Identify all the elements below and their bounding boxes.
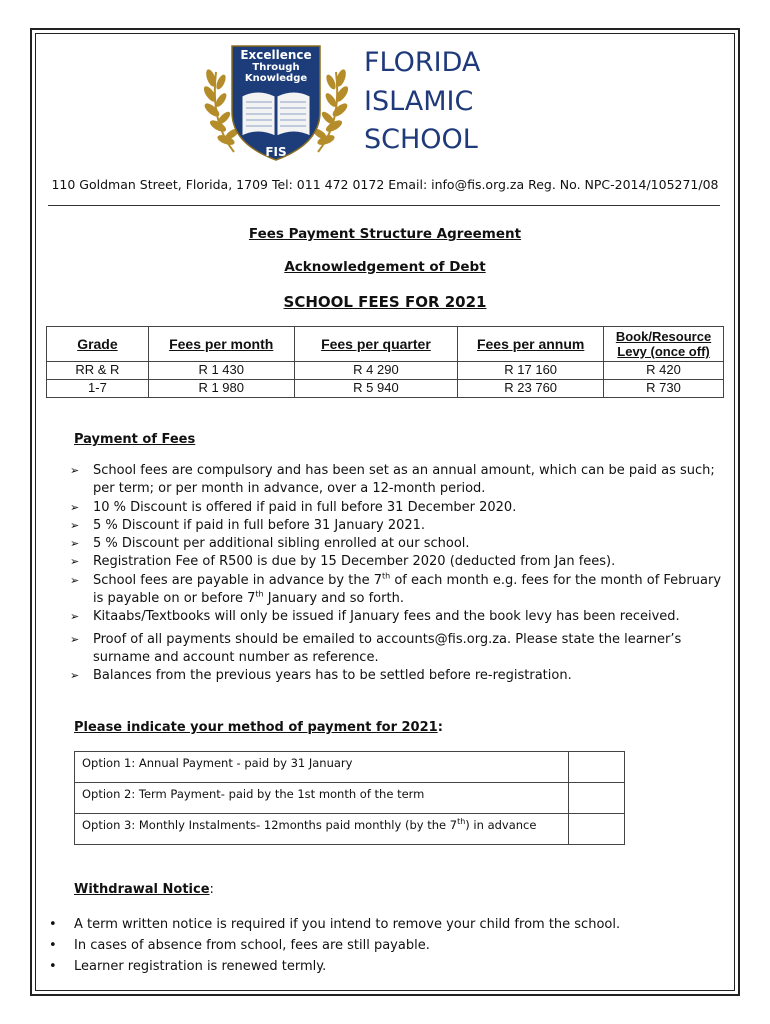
payment-option-checkbox[interactable] bbox=[569, 814, 625, 845]
payment-method-title-colon: : bbox=[437, 720, 443, 735]
due-text-3: January and so forth. bbox=[263, 591, 404, 607]
withdrawal-title-colon: : bbox=[209, 882, 214, 897]
arrow-bullet-icon: ➢ bbox=[70, 464, 80, 477]
payment-option-row bbox=[75, 814, 625, 845]
column-header: Fees per quarter bbox=[294, 327, 458, 362]
list-item bbox=[70, 553, 730, 571]
table-cell: RR & R bbox=[47, 362, 149, 380]
list-item-text: 5 % Discount if paid in full before 31 January 2021. bbox=[93, 517, 426, 533]
list-item-text: Proof of all payments should be emailed to accounts@fis.org.za. Please state the learner’s surname and account number as reference. bbox=[93, 631, 682, 665]
school-name bbox=[364, 44, 480, 160]
logo-initials: FIS bbox=[265, 145, 287, 159]
table-row bbox=[47, 362, 724, 380]
withdrawal-notice-title bbox=[74, 882, 214, 897]
list-item bbox=[70, 572, 730, 609]
column-header: Grade bbox=[47, 327, 149, 362]
list-item bbox=[70, 499, 730, 517]
list-item bbox=[46, 956, 726, 977]
fees-table-header bbox=[47, 327, 724, 362]
due-sup-2: th bbox=[255, 589, 264, 599]
payment-option-label bbox=[75, 814, 569, 845]
list-item-text: 10 % Discount is offered if paid in full before 31 December 2020. bbox=[93, 499, 517, 515]
payment-option-row bbox=[75, 783, 625, 814]
table-cell: R 1 430 bbox=[148, 362, 294, 380]
list-item-text: Kitaabs/Textbooks will only be issued if January fees and the book levy has been received. bbox=[93, 609, 680, 625]
acknowledgement-title: Acknowledgement of Debt bbox=[284, 259, 486, 275]
logo-motto-line3: Knowledge bbox=[244, 73, 308, 84]
school-logo bbox=[196, 42, 356, 164]
option3-sup: th bbox=[457, 817, 466, 827]
list-item bbox=[46, 935, 726, 956]
payment-method-title-text: Please indicate your method of payment for 2021 bbox=[74, 720, 438, 735]
list-item-text: Registration Fee of R500 is due by 15 December 2020 (deducted from Jan fees). bbox=[93, 554, 616, 570]
table-cell: R 420 bbox=[604, 362, 724, 380]
arrow-bullet-icon: ➢ bbox=[70, 610, 80, 624]
list-item bbox=[70, 608, 730, 626]
payment-method-title bbox=[74, 720, 443, 735]
payment-of-fees-list bbox=[70, 462, 730, 686]
payment-of-fees-title: Payment of Fees bbox=[74, 432, 196, 447]
payment-options-table bbox=[74, 751, 625, 845]
payment-option-checkbox[interactable] bbox=[569, 783, 625, 814]
list-item-text: A term written notice is required if you intend to remove your child from the school. bbox=[74, 917, 621, 932]
option3-text-2: ) in advance bbox=[465, 818, 537, 832]
table-cell: R 1 980 bbox=[148, 380, 294, 398]
school-name-line: SCHOOL bbox=[364, 124, 478, 155]
list-item-text: In cases of absence from school, fees are still payable. bbox=[74, 938, 430, 953]
arrow-bullet-icon: ➢ bbox=[70, 500, 80, 514]
fees-heading: SCHOOL FEES FOR 2021 bbox=[283, 293, 487, 311]
list-item bbox=[46, 914, 726, 935]
due-text-2: of each month e.g. fees for the month of February is payable on or before 7 bbox=[93, 572, 722, 607]
table-cell: R 5 940 bbox=[294, 380, 458, 398]
arrow-bullet-icon: ➢ bbox=[70, 518, 80, 532]
list-item-text: Learner registration is renewed termly. bbox=[74, 959, 327, 974]
table-cell: R 4 290 bbox=[294, 362, 458, 380]
withdrawal-list bbox=[46, 914, 726, 977]
arrow-bullet-icon: ➢ bbox=[70, 632, 80, 646]
list-item bbox=[70, 535, 730, 553]
bullet-icon: • bbox=[49, 959, 57, 974]
list-item-text: 5 % Discount per additional sibling enrolled at our school. bbox=[93, 536, 470, 552]
payment-option-checkbox[interactable] bbox=[569, 752, 625, 783]
column-header: Fees per annum bbox=[458, 327, 604, 362]
payment-option-label: Option 1: Annual Payment - paid by 31 January bbox=[75, 752, 569, 783]
school-address: 110 Goldman Street, Florida, 1709 Tel: 011 472 0172 Email: info@fis.org.za Reg. No. NPC-2014/105271/08 bbox=[51, 177, 719, 192]
payment-option-label: Option 2: Term Payment- paid by the 1st month of the term bbox=[75, 783, 569, 814]
bullet-icon: • bbox=[49, 917, 57, 932]
arrow-bullet-icon: ➢ bbox=[70, 537, 80, 551]
school-name-line: FLORIDA bbox=[364, 47, 481, 78]
column-header: Book/Resource Levy (once off) bbox=[604, 327, 724, 362]
school-name-line: ISLAMIC bbox=[364, 85, 474, 117]
column-header: Fees per month bbox=[148, 327, 294, 362]
logo-motto-line2: Through bbox=[252, 62, 300, 73]
list-item bbox=[70, 667, 730, 685]
option3-text-1: Option 3: Monthly Instalments- 12months paid monthly (by the 7 bbox=[82, 818, 458, 832]
bullet-icon: • bbox=[49, 938, 57, 953]
list-item bbox=[70, 517, 730, 535]
table-cell: 1-7 bbox=[47, 380, 149, 398]
table-row bbox=[47, 380, 724, 398]
logo-motto-line1: Excellence bbox=[240, 48, 312, 62]
list-item bbox=[70, 462, 730, 499]
arrow-bullet-icon: ➢ bbox=[70, 669, 80, 683]
table-cell: R 730 bbox=[604, 380, 724, 398]
due-text-1: School fees are payable in advance by the 7 bbox=[93, 572, 382, 588]
list-item-text: School fees are compulsory and has been set as an annual amount, which can be paid as such; per term; or per month in advance, over a 12-month period. bbox=[93, 463, 715, 497]
list-item bbox=[70, 631, 730, 668]
agreement-title: Fees Payment Structure Agreement bbox=[248, 226, 522, 242]
table-cell: R 17 160 bbox=[458, 362, 604, 380]
fees-table bbox=[46, 326, 724, 398]
arrow-bullet-icon: ➢ bbox=[70, 573, 80, 587]
payment-option-row bbox=[75, 752, 625, 783]
arrow-bullet-icon: ➢ bbox=[70, 555, 80, 569]
header-divider bbox=[48, 205, 720, 206]
table-cell: R 23 760 bbox=[458, 380, 604, 398]
due-sup-1: th bbox=[382, 571, 391, 581]
list-item-text: Balances from the previous years has to be settled before re-registration. bbox=[93, 668, 572, 684]
withdrawal-title-text: Withdrawal Notice bbox=[74, 882, 210, 897]
